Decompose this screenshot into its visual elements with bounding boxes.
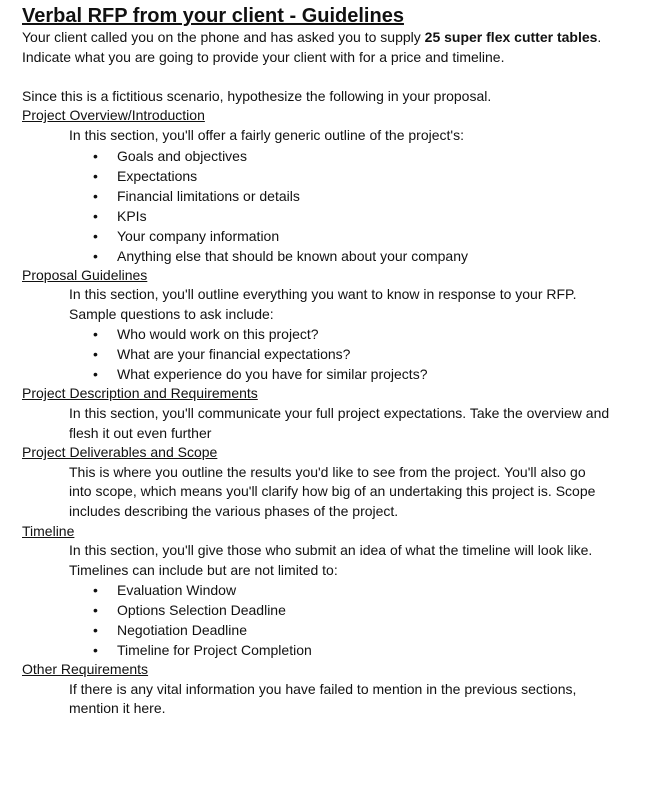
overview-bullet-list xyxy=(22,146,642,266)
description-text-2: flesh it out even further xyxy=(69,424,212,441)
document-page xyxy=(22,4,642,719)
list-item-text: Options Selection Deadline xyxy=(117,602,286,619)
bullet-icon: • xyxy=(93,167,98,184)
intro-text: Your client called you on the phone and has asked you to supply xyxy=(22,29,425,45)
list-item xyxy=(22,600,642,620)
intro-line-2: Indicate what you are going to provide your client with for a price and timeline. xyxy=(22,48,505,65)
section-heading-other: Other Requirements xyxy=(22,661,149,678)
section-heading-deliverables: Project Deliverables and Scope xyxy=(22,444,218,461)
bullet-icon: • xyxy=(93,622,98,639)
timeline-text-2: Timelines can include but are not limited to: xyxy=(69,561,338,578)
guidelines-bullet-list xyxy=(22,324,642,384)
intro-product-bold: 25 super flex cutter tables xyxy=(424,29,598,45)
list-item-text: Your company information xyxy=(117,227,280,244)
description-text-1: In this section, you'll communicate your full project expectations. Take the overview and xyxy=(69,404,610,421)
blank-line xyxy=(22,67,642,87)
section-heading-description: Project Description and Requirements xyxy=(22,385,258,402)
list-item xyxy=(22,146,642,166)
overview-text: In this section, you'll offer a fairly generic outline of the project's: xyxy=(69,126,464,143)
bullet-icon: • xyxy=(93,366,98,383)
guidelines-text-2: Sample questions to ask include: xyxy=(69,305,274,322)
deliverables-text-2: into scope, which means you'll clarify how big of an undertaking this project is. Scope xyxy=(69,483,596,500)
intro-period: . xyxy=(597,29,602,45)
other-text-2: mention it here. xyxy=(69,700,166,717)
bullet-icon: • xyxy=(93,602,98,619)
deliverables-text-3: includes describing the various phases of the project. xyxy=(69,502,399,519)
timeline-text-1: In this section, you'll give those who submit an idea of what the timeline will look like. xyxy=(69,542,593,559)
intro-line-3: Since this is a fictitious scenario, hypothesize the following in your proposal. xyxy=(22,87,492,104)
list-item xyxy=(22,166,642,186)
list-item-text: Expectations xyxy=(117,167,198,184)
list-item-text: Timeline for Project Completion xyxy=(117,642,312,659)
document-title: Verbal RFP from your client - Guidelines xyxy=(22,5,404,27)
list-item xyxy=(22,580,642,600)
bullet-icon: • xyxy=(93,346,98,363)
deliverables-text-1: This is where you outline the results you'd like to see from the project. You'll also go xyxy=(69,463,586,480)
list-item-text: Anything else that should be known about your company xyxy=(117,247,469,264)
bullet-icon: • xyxy=(93,582,98,599)
list-item xyxy=(22,364,642,384)
list-item-text: Goals and objectives xyxy=(117,147,247,164)
section-heading-overview: Project Overview/Introduction xyxy=(22,107,205,124)
list-item xyxy=(22,186,642,206)
bullet-icon: • xyxy=(93,147,98,164)
list-item-text: What are your financial expectations? xyxy=(117,346,351,363)
bullet-icon: • xyxy=(93,187,98,204)
list-item xyxy=(22,246,642,266)
section-heading-timeline: Timeline xyxy=(22,522,75,539)
list-item xyxy=(22,620,642,640)
bullet-icon: • xyxy=(93,247,98,264)
bullet-icon: • xyxy=(93,227,98,244)
list-item xyxy=(22,344,642,364)
list-item-text: Who would work on this project? xyxy=(117,326,319,343)
list-item-text: KPIs xyxy=(117,207,147,224)
bullet-icon: • xyxy=(93,326,98,343)
guidelines-text-1: In this section, you'll outline everything you want to know in response to your RFP. xyxy=(69,286,577,303)
list-item xyxy=(22,640,642,660)
bullet-icon: • xyxy=(93,642,98,659)
list-item-text: Negotiation Deadline xyxy=(117,622,247,639)
timeline-bullet-list xyxy=(22,580,642,660)
list-item xyxy=(22,324,642,344)
intro-line-1 xyxy=(22,28,642,48)
other-text-1: If there is any vital information you have failed to mention in the previous sections, xyxy=(69,680,577,697)
bullet-icon: • xyxy=(93,207,98,224)
section-heading-guidelines: Proposal Guidelines xyxy=(22,266,148,283)
list-item-text: Financial limitations or details xyxy=(117,187,300,204)
list-item-text: What experience do you have for similar projects? xyxy=(117,366,428,383)
list-item xyxy=(22,226,642,246)
list-item xyxy=(22,206,642,226)
list-item-text: Evaluation Window xyxy=(117,582,237,599)
